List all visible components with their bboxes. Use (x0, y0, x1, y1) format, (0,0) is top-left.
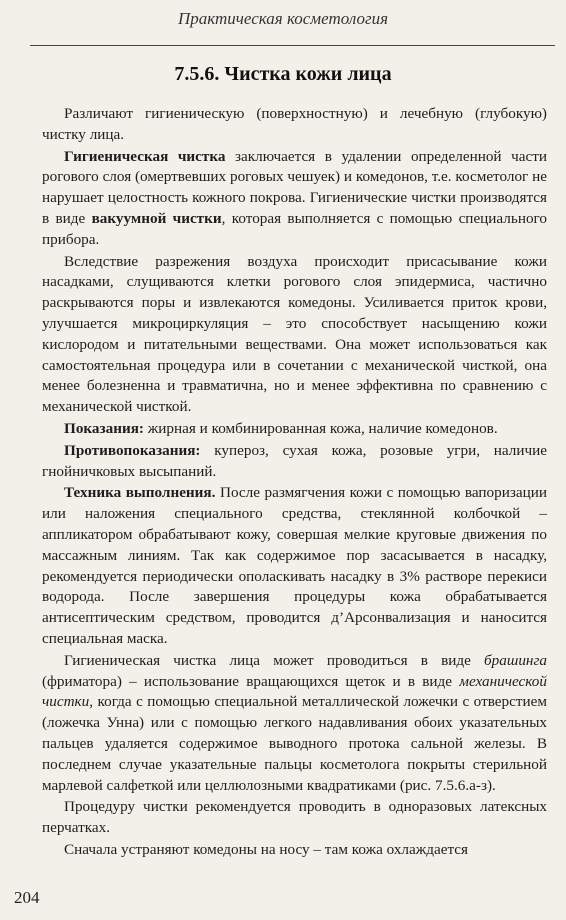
section-title: 7.5.6. Чистка кожи лица (174, 63, 392, 85)
term-vacuum-cleaning: вакуумной чистки (91, 209, 222, 227)
page-number: 204 (14, 888, 40, 907)
running-head: Практическая косметология (178, 9, 388, 28)
paragraph-vacuum: Вследствие разрежения воздуха происходит присасывание кожи насадками, слущиваются клетки рогового слоя эпидермиса, частично раскрываются поры и извлекаются комедоны. Усиливается приток крови, улучшается микроциркуляция – это способствует насыщению кожи кислородом и питательными веществами. Она может использоваться как самостоятельная процедура или в сочетании с механической чисткой, она менее болезненна и травматична, но и менее эффективна по сравнению с механической чисткой. (42, 252, 547, 416)
term-hygienic-cleaning: Гигиеническая чистка (64, 147, 226, 165)
paragraph-brushing: Гигиеническая чистка лица может проводиться в виде брашинга (фриматора) – использование вращающихся щеток и в виде механической чистки, когда с помощью специальной металлической ложечки с отверстием (ложечка Унна) или с помощью легкого надавливания обоих указательных пальцев удаляется содержимое выводного протока сальной железы. В последнем случае указательные пальцы косметолога покрыты стерильной марлевой салфеткой или целлюлозными квадратиками (рис. 7.5.6.а-з). (42, 651, 547, 794)
term-technique: Техника выполнения. (64, 484, 216, 502)
term-mechanical-cleaning: механической чистки (42, 672, 547, 711)
paragraph-gloves: Процедуру чистки рекомендуется проводить в одноразовых латексных перчатках. (42, 798, 547, 837)
paragraph-nose: Сначала устраняют комедоны на носу – там кожа охлаждается (64, 840, 469, 858)
term-brushing: брашинга (484, 651, 547, 669)
paragraph-indications: Показания: жирная и комбинированная кожа, наличие комедонов. (64, 419, 498, 437)
header-rule (30, 45, 555, 46)
paragraph-contraindications: Противопоказания: купероз, сухая кожа, розовые угри, наличие гнойничковых высыпаний. (42, 441, 547, 480)
paragraph-hygienic: Гигиеническая чистка заключается в удалении определенной части рогового слоя (омертвевших роговых чешуек) и комедонов, т.е. косметолог не нарушает целостность кожного покрова. Гигиенические чистки производятся в виде вакуумной чистки, которая выполняется с помощью специального прибора. (42, 147, 547, 248)
paragraph-technique: Техника выполнения. После размягчения кожи с помощью вапоризации или наложения специального средства, стеклянной колбочкой – аппликатором обрабатывают кожу, совершая мелкие круговые движения по массажным линиям. Так как содержимое пор засасывается в насадку, рекомендуется периодически ополаскивать насадку в 3% растворе перекиси водорода. После завершения процедуры кожа обрабатывается антисептическим средством, проводится д’Арсонвализация и наносится специальная маска. (42, 484, 547, 647)
term-contraindications: Противопоказания: (64, 441, 201, 459)
paragraph-intro: Различают гигиеническую (поверхностную) и лечебную (глубокую) чистку лица. (42, 105, 547, 143)
body-text (42, 104, 547, 861)
term-indications: Показания: (64, 419, 144, 437)
